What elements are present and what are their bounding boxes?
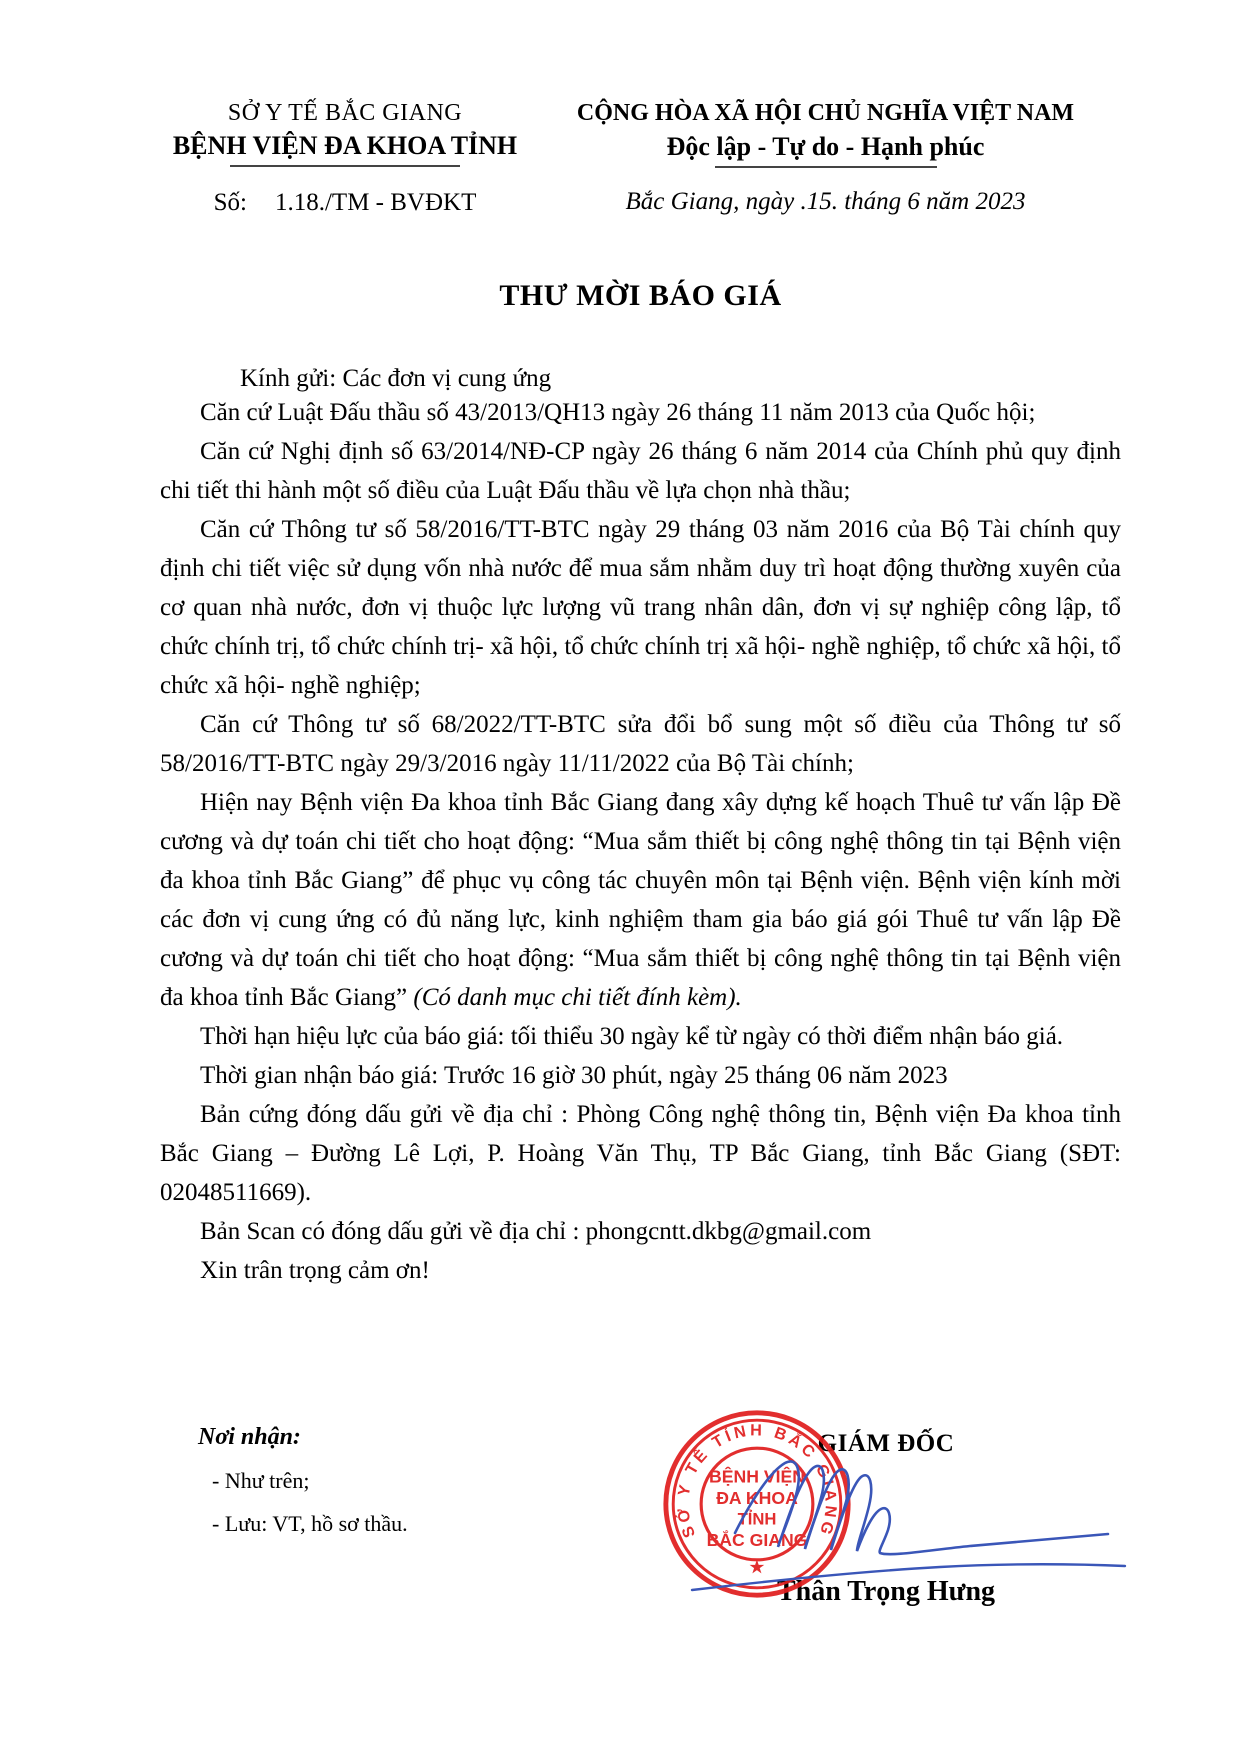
recipients-label: Nơi nhận: xyxy=(198,1424,301,1450)
issuing-authority-name: BỆNH VIỆN ĐA KHOA TỈNH xyxy=(172,131,518,160)
stamp-line-1: BỆNH VIỆN xyxy=(709,1466,805,1487)
document-title: THƯ MỜI BÁO GIÁ xyxy=(499,279,782,312)
header-issuing-org xyxy=(160,100,530,217)
paragraph-legal-basis-2: Căn cứ Nghị định số 63/2014/NĐ-CP ngày 26 tháng 6 năm 2014 của Chính phủ quy định chi tiết thi hành một số điều của Luật Đấu thầu về lựa chọn nhà thầu; xyxy=(160,438,1121,504)
header-left-underline xyxy=(230,165,460,167)
header-right-underline xyxy=(715,166,937,168)
document-header xyxy=(160,100,1121,217)
signer-title: GIÁM ĐỐC xyxy=(817,1430,955,1457)
place-date-line: Bắc Giang, ngày .15. tháng 6 năm 2023 xyxy=(625,188,1026,215)
stamp-star-icon: ★ xyxy=(749,1557,765,1577)
recipient-item: - Như trên; xyxy=(212,1468,310,1493)
paragraph-validity: Thời hạn hiệu lực của báo giá: tối thiểu 30 ngày kể từ ngày có thời điểm nhận báo giá. xyxy=(200,1023,1064,1050)
stamp-line-2: ĐA KHOA xyxy=(716,1488,798,1508)
national-motto: Độc lập - Tự do - Hạnh phúc xyxy=(666,132,985,161)
paragraph-thanks: Xin trân trọng cảm ơn! xyxy=(200,1257,430,1284)
recipients-block xyxy=(198,1424,408,1537)
paragraph-invitation xyxy=(160,783,1121,1017)
paragraph-legal-basis-4: Căn cứ Thông tư số 68/2022/TT-BTC sửa đổi bổ sung một số điều của Thông tư số 58/2016/TT-BTC ngày 29/3/2016 ngày 11/11/2022 của Bộ Tài chính; xyxy=(160,711,1121,777)
paragraph-invitation-attachment-note: (Có danh mục chi tiết đính kèm). xyxy=(413,984,742,1011)
paragraph-invitation-main: Hiện nay Bệnh viện Đa khoa tỉnh Bắc Giang đang xây dựng kế hoạch Thuê tư vấn lập Đề cương và dự toán chi tiết cho hoạt động: “Mua sắm thiết bị công nghệ thông tin tại Bệnh viện đa khoa tỉnh Bắc Giang” để phục vụ công tác chuyên môn tại Bệnh viện. Bệnh viện kính mời các đơn vị cung ứng có đủ năng lực, kinh nghiệm tham gia báo giá gói Thuê tư vấn lập Đề cương và dự toán chi tiết cho hoạt động: “Mua sắm thiết bị công nghệ thông tin tại Bệnh viện đa khoa tỉnh Bắc Giang” xyxy=(160,789,1121,1011)
national-title: CỘNG HÒA XÃ HỘI CHỦ NGHĨA VIỆT NAM xyxy=(576,100,1075,126)
paragraph-scan-address: Bản Scan có đóng dấu gửi về địa chỉ : phongcntt.dkbg@gmail.com xyxy=(200,1218,872,1245)
stamp-line-4: BẮC GIANG xyxy=(706,1530,808,1551)
reference-number-value: 1.18./TM - BVĐKT xyxy=(274,189,477,216)
signature-flourish xyxy=(692,1564,1125,1590)
reference-number-label: Số: xyxy=(213,189,247,216)
paragraph-deadline: Thời gian nhận báo giá: Trước 16 giờ 30 phút, ngày 25 tháng 06 năm 2023 xyxy=(200,1062,948,1089)
header-national xyxy=(530,100,1121,217)
stamp-line-3: TỈNH xyxy=(737,1509,777,1529)
issuing-authority-parent: SỞ Y TẾ BẮC GIANG xyxy=(227,100,463,126)
handwritten-signature xyxy=(630,1445,1190,1605)
stamp-ring-text: SỞ Y TẾ TỈNH BẮC GIANG xyxy=(673,1421,840,1541)
paragraph-hardcopy-address: Bản cứng đóng dấu gửi về địa chỉ : Phòng Công nghệ thông tin, Bệnh viện Đa khoa tỉnh Bắc Giang – Đường Lê Lợi, P. Hoàng Văn Thụ, TP Bắc Giang, tỉnh Bắc Giang (SĐT: 02048511669). xyxy=(160,1101,1121,1206)
salutation: Kính gửi: Các đơn vị cung ứng xyxy=(240,365,552,392)
recipient-item: - Lưu: VT, hồ sơ thầu. xyxy=(212,1511,408,1536)
paragraph-legal-basis-1: Căn cứ Luật Đấu thầu số 43/2013/QH13 ngày 26 tháng 11 năm 2013 của Quốc hội; xyxy=(200,399,1036,426)
reference-number-line xyxy=(160,189,530,217)
signature-scribble xyxy=(735,1461,1108,1554)
signer-name: Thân Trọng Hưng xyxy=(776,1576,996,1607)
paragraph-legal-basis-3: Căn cứ Thông tư số 58/2016/TT-BTC ngày 29 tháng 03 năm 2016 của Bộ Tài chính quy định chi tiết việc sử dụng vốn nhà nước để mua sắm nhằm duy trì hoạt động thường xuyên của cơ quan nhà nước, đơn vị thuộc lực lượng vũ trang nhân dân, đơn vị sự nghiệp công lập, tổ chức chính trị, tổ chức chính trị- xã hội, tổ chức chính trị xã hội- nghề nghiệp, tổ chức xã hội, tổ chức xã hội- nghề nghiệp; xyxy=(160,516,1121,699)
